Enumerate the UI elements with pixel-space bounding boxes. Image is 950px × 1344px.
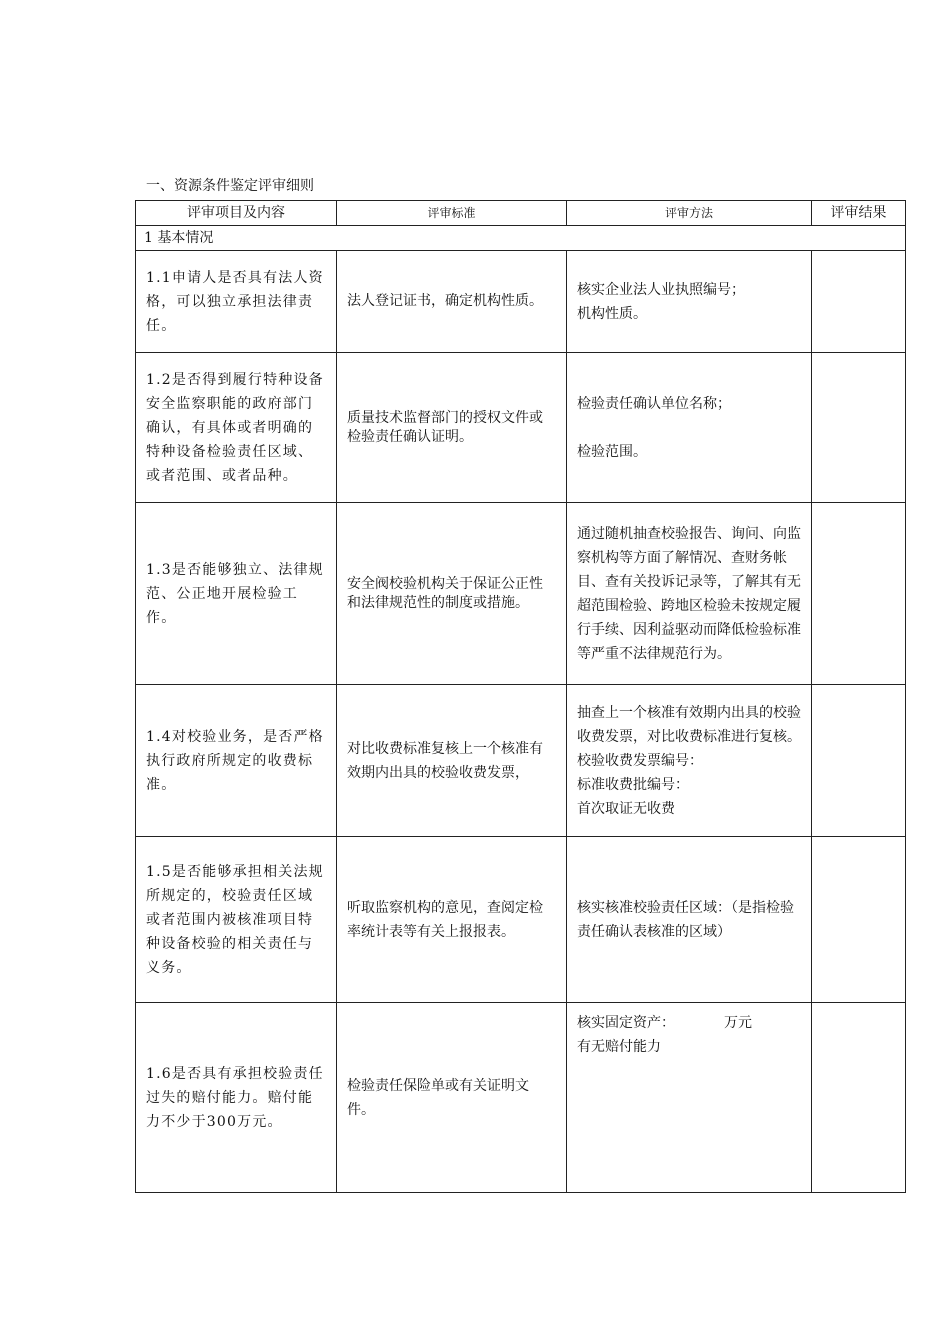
method-line: 标准收费批编号： xyxy=(577,776,689,793)
standard-cell: 安全阀校验机构关于保证公正性和法律规范性的制度或措施。 xyxy=(337,503,567,685)
table-row xyxy=(136,1003,906,1193)
table-row xyxy=(136,685,906,837)
section-row xyxy=(136,226,906,251)
table-row xyxy=(136,353,906,503)
method-line: 有无赔付能力 xyxy=(577,1039,661,1055)
result-cell xyxy=(812,353,906,503)
item-cell: 1.6是否具有承担校验责任过失的赔付能力。赔付能力不少于300万元。 xyxy=(136,1003,337,1193)
standard-cell: 法人登记证书，确定机构性质。 xyxy=(337,251,567,353)
method-cell xyxy=(567,353,812,503)
result-cell xyxy=(812,1003,906,1193)
method-cell xyxy=(567,251,812,353)
method-line: 机构性质。 xyxy=(577,305,647,322)
header-item: 评审项目及内容 xyxy=(136,201,337,226)
method-line: 核实企业法人业执照编号； xyxy=(577,281,745,298)
item-cell: 1.1申请人是否具有法人资格，可以独立承担法律责任。 xyxy=(136,251,337,353)
method-line: 抽查上一个核准有效期内出具的校验收费发票，对比收费标准进行复核。校验收费发票编号： xyxy=(577,704,801,769)
result-cell xyxy=(812,685,906,837)
header-standard: 评审标准 xyxy=(337,201,567,226)
method-line: 检验责任确认单位名称； xyxy=(577,395,731,412)
item-cell: 1.2是否得到履行特种设备安全监察职能的政府部门确认，有具体或者明确的特种设备检验责任区域、或者范围、或者品种。 xyxy=(136,353,337,503)
method-cell xyxy=(567,503,812,685)
standard-cell: 对比收费标准复核上一个核准有效期内出具的校验收费发票， xyxy=(337,685,567,837)
method-cell xyxy=(567,837,812,1003)
table-row xyxy=(136,251,906,353)
result-cell xyxy=(812,837,906,1003)
method-cell xyxy=(567,685,812,837)
method-cell xyxy=(567,1003,812,1193)
method-line: 核实固定资产： 万元 xyxy=(577,1015,752,1031)
method-line: 核实核准校验责任区域：（是指检验责任确认表核准的区域） xyxy=(577,899,794,940)
method-line: 通过随机抽查校验报告、询问、向监察机构等方面了解情况、查财务帐目、查有关投诉记录等，了解其有无超范围检验、跨地区检验未按规定履行手续、因利益驱动而降低检验标准等严重不法律规范行为。 xyxy=(577,525,801,662)
method-line: 检验范围。 xyxy=(577,443,647,460)
standard-cell: 检验责任保险单或有关证明文件。 xyxy=(337,1003,567,1193)
header-result: 评审结果 xyxy=(812,201,906,226)
table-row xyxy=(136,503,906,685)
item-cell: 1.4对校验业务，是否严格执行政府所规定的收费标准。 xyxy=(136,685,337,837)
section-title: 1 基本情况 xyxy=(136,226,906,251)
result-cell xyxy=(812,251,906,353)
header-method: 评审方法 xyxy=(567,201,812,226)
item-cell: 1.3是否能够独立、法律规范、公正地开展检验工作。 xyxy=(136,503,337,685)
result-cell xyxy=(812,503,906,685)
header-row xyxy=(136,201,906,226)
spacer xyxy=(577,416,801,440)
item-cell: 1.5是否能够承担相关法规所规定的，校验责任区域或者范围内被核准项目特种设备校验的相关责任与义务。 xyxy=(136,837,337,1003)
document-title: 一、资源条件鉴定评审细则 xyxy=(146,178,314,194)
standard-cell: 听取监察机构的意见，查阅定检率统计表等有关上报报表。 xyxy=(337,837,567,1003)
review-table xyxy=(135,200,906,1193)
standard-cell: 质量技术监督部门的授权文件或检验责任确认证明。 xyxy=(337,353,567,503)
method-line: 首次取证无收费 xyxy=(577,800,675,817)
table-row xyxy=(136,837,906,1003)
